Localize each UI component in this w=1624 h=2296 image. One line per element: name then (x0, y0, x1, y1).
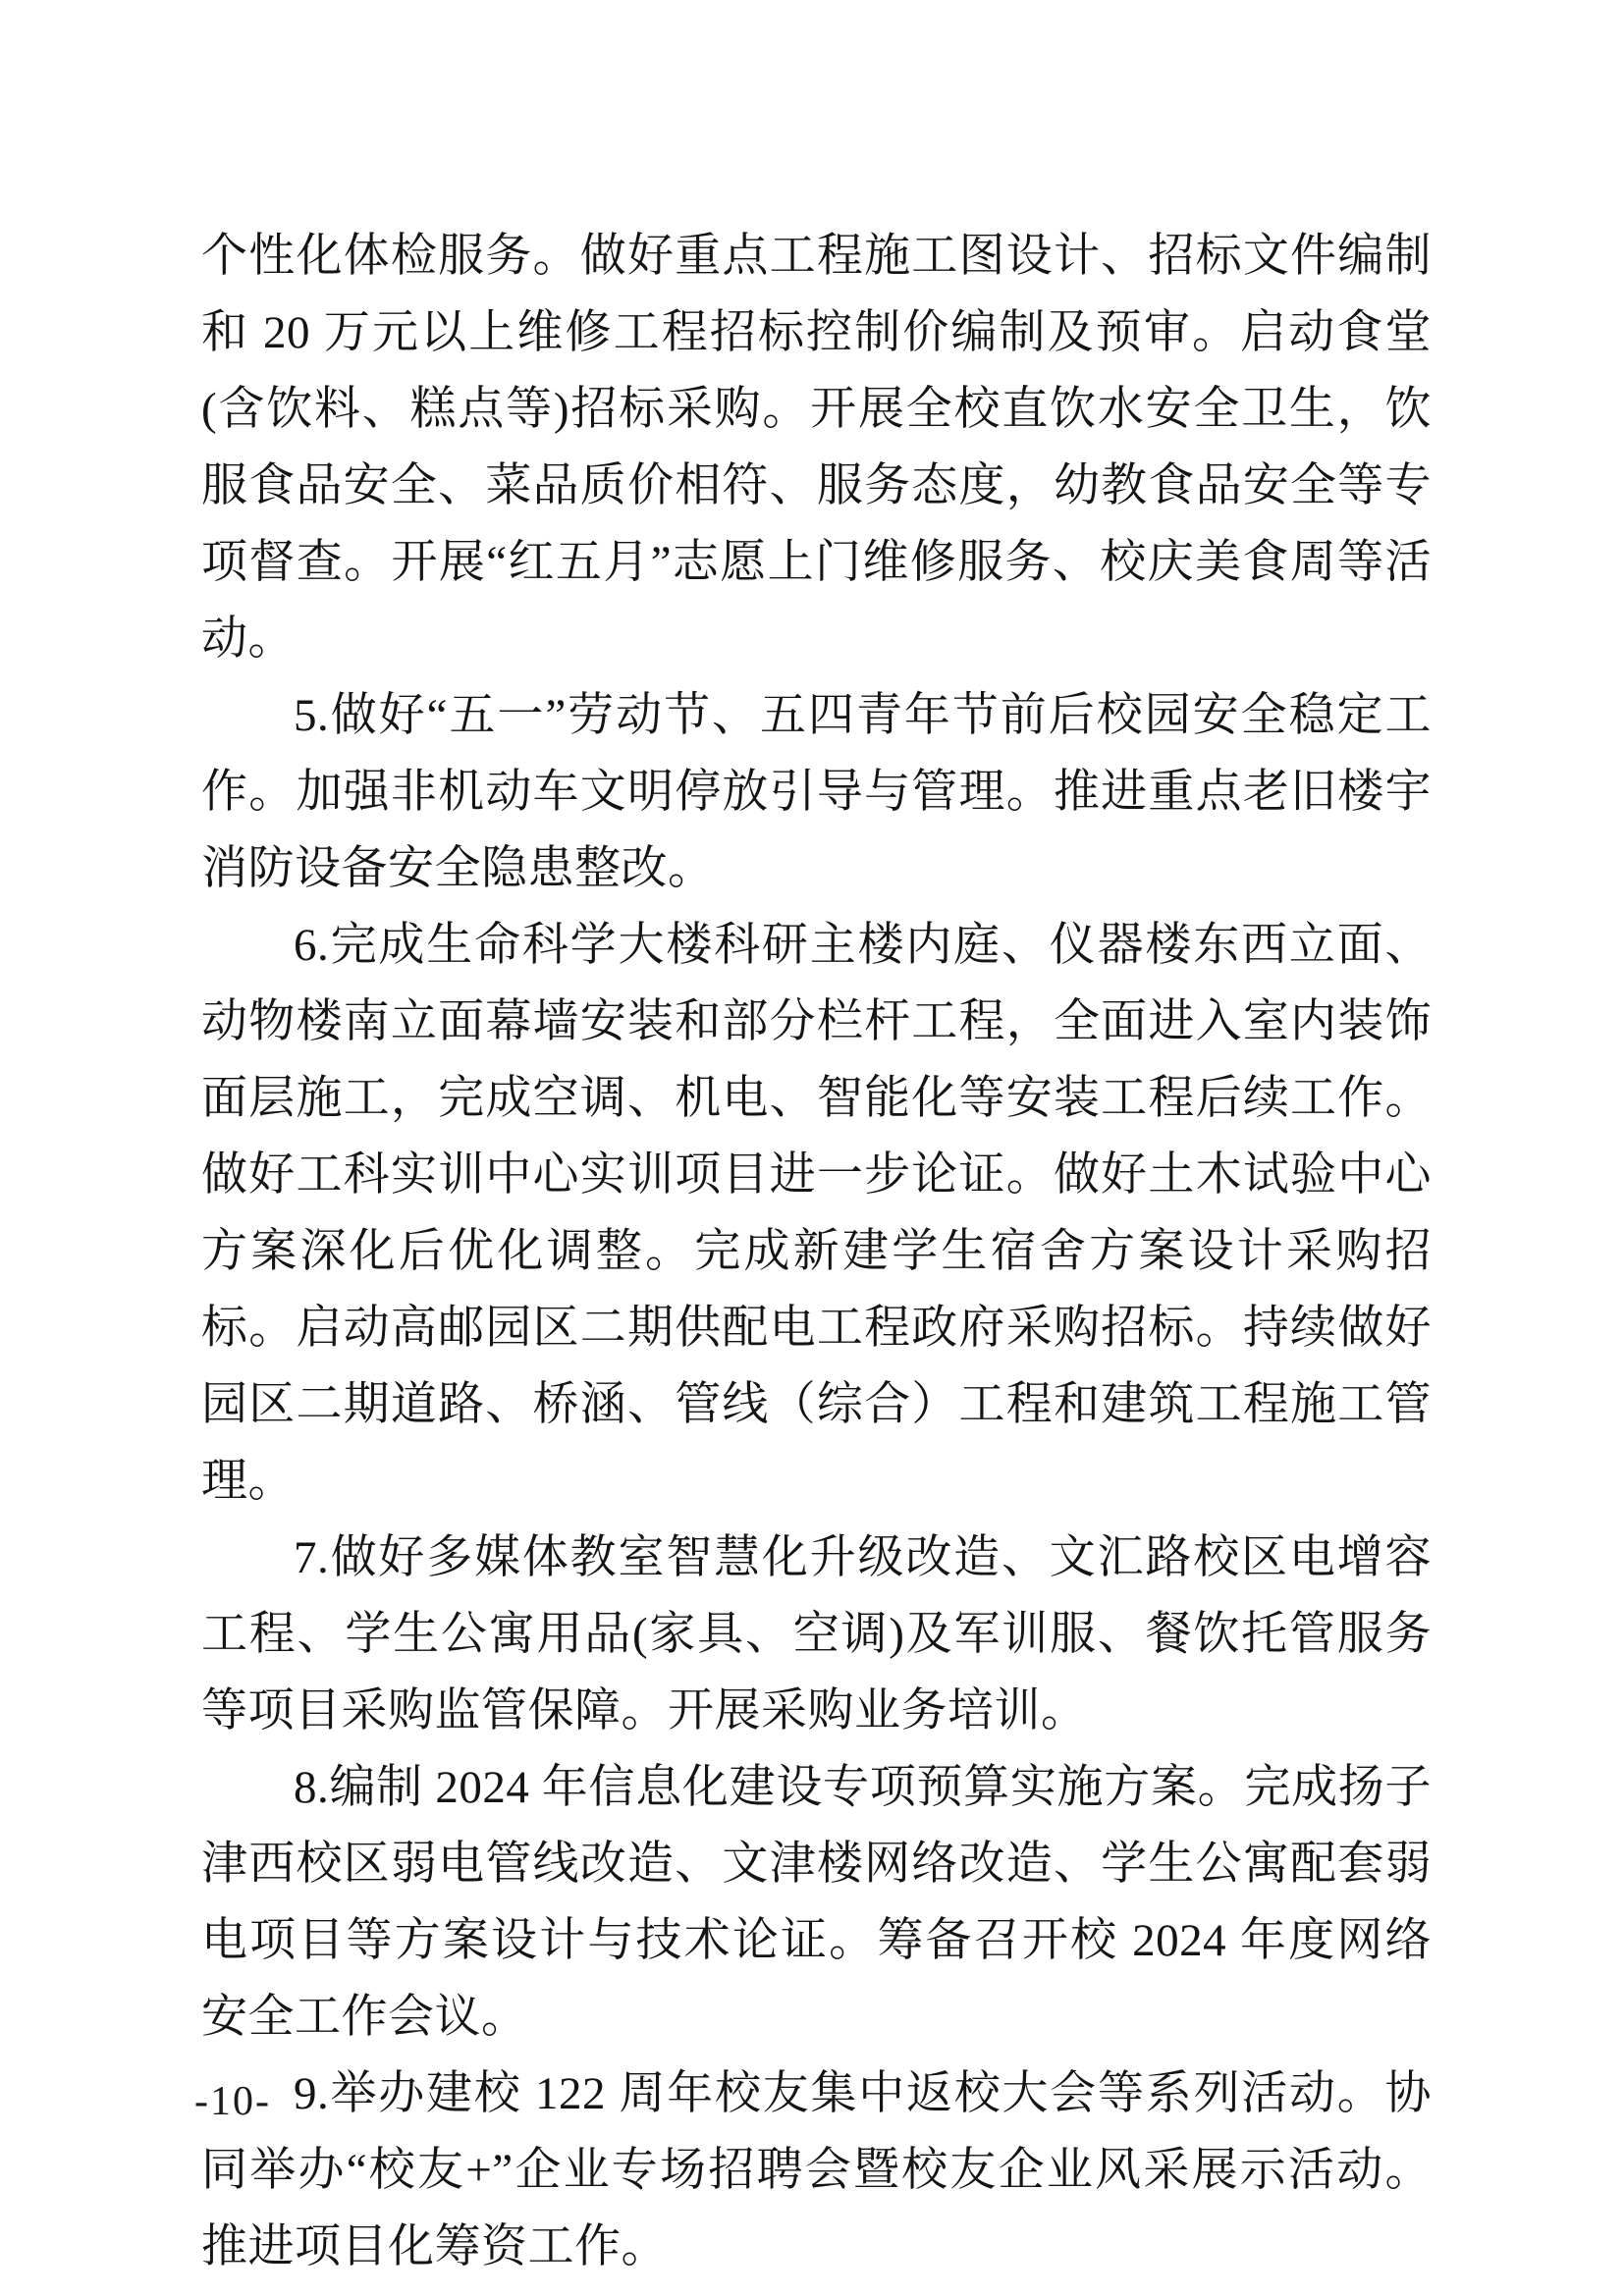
page-number: -10- (194, 2079, 271, 2124)
paragraph-item-6: 6.完成生命科学大楼科研主楼内庭、仪器楼东西立面、动物楼南立面幕墙安装和部分栏杆工程，全面进入室内装饰面层施工，完成空调、机电、智能化等安装工程后续工作。做好工科实训中心实训项目进一步论证。做好土木试验中心方案深化后优化调整。完成新建学生宿舍方案设计采购招标。启动高邮园区二期供配电工程政府采购招标。持续做好园区二期道路、桥涵、管线（综合）工程和建筑工程施工管理。 (201, 920, 1432, 1507)
page-body-text (201, 218, 1432, 2285)
paragraph-item-9: 9.举办建校 122 周年校友集中返校大会等系列活动。协同举办“校友+”企业专场招聘会暨校友企业风采展示活动。推进项目化筹资工作。 (201, 2068, 1432, 2272)
paragraph-item-8: 8.编制 2024 年信息化建设专项预算实施方案。完成扬子津西校区弱电管线改造、文津楼网络改造、学生公寓配套弱电项目等方案设计与技术论证。筹备召开校 2024 年度网络安全工作会议。 (201, 1762, 1432, 2043)
paragraph-continuation: 个性化体检服务。做好重点工程施工图设计、招标文件编制和 20 万元以上维修工程招标控制价编制及预审。启动食堂(含饮料、糕点等)招标采购。开展全校直饮水安全卫生，饮服食品安全、菜品质价相符、服务态度，幼教食品安全等专项督查。开展“红五月”志愿上门维修服务、校庆美食周等活动。 (201, 231, 1432, 665)
paragraph-item-7: 7.做好多媒体教室智慧化升级改造、文汇路校区电增容工程、学生公寓用品(家具、空调)及军训服、餐饮托管服务等项目采购监管保障。开展采购业务培训。 (201, 1532, 1432, 1736)
paragraph-item-5: 5.做好“五一”劳动节、五四青年节前后校园安全稳定工作。加强非机动车文明停放引导与管理。推进重点老旧楼宇消防设备安全隐患整改。 (201, 690, 1432, 894)
